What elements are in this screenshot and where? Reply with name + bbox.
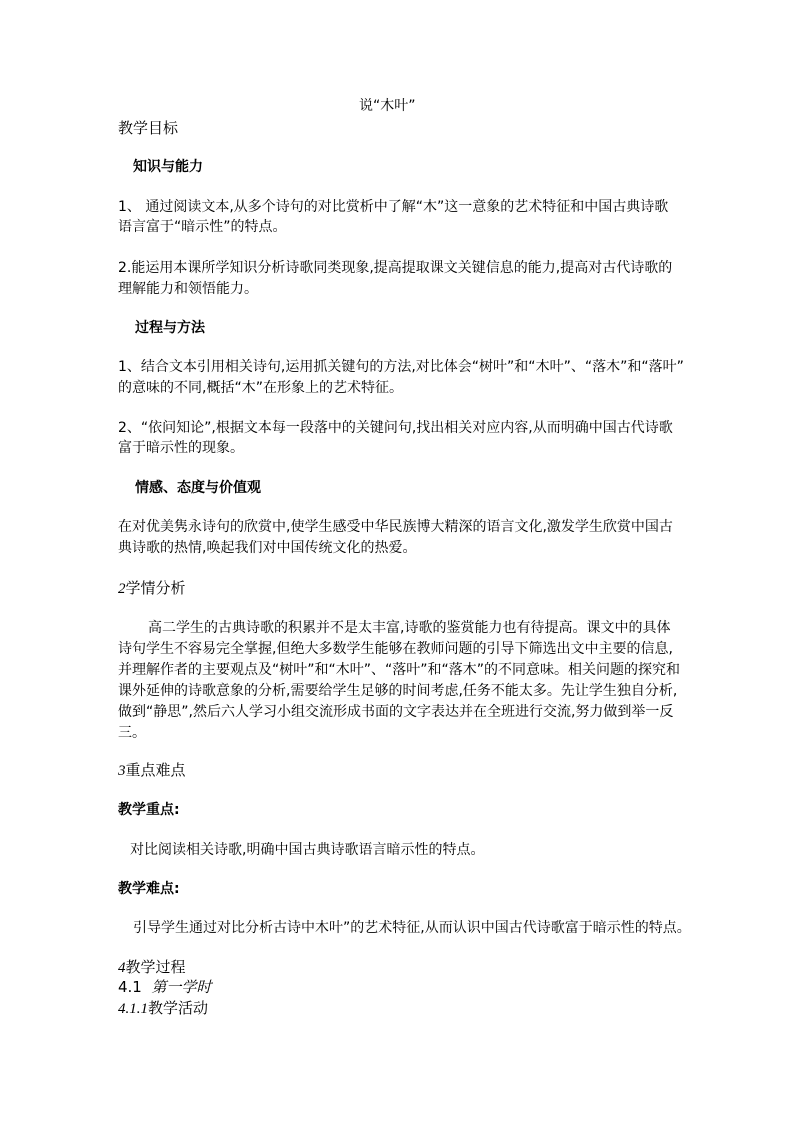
paragraph-line: 理解能力和领悟能力。 xyxy=(118,281,258,297)
paragraph-line: 2、“依问知论”,根据文本每一段落中的关键问句,找出相关对应内容,从而明确中国古代诗歌 xyxy=(118,420,673,436)
label-teaching-key: 教学重点: xyxy=(118,802,180,818)
section-heading-key-difficulty xyxy=(118,760,186,781)
paragraph-line: 高二学生的古典诗歌的积累并不是太丰富,诗歌的鉴赏能力也有待提高。课文中的具体 xyxy=(148,620,671,636)
section-heading-text: 学情分析 xyxy=(125,579,186,597)
paragraph-line: 引导学生通过对比分析古诗中木叶”的艺术特征,从而认识中国古代诗歌富于暗示性的特点。 xyxy=(133,920,691,936)
section-number: 4 xyxy=(118,960,126,976)
section-heading-text: 教学过程 xyxy=(125,958,186,976)
subsection-heading xyxy=(118,977,211,998)
subsubsection-label: 教学活动 xyxy=(148,999,209,1017)
section-heading-text: 重点难点 xyxy=(125,761,186,779)
paragraph-line: 诗句学生不容易完全掌握,但绝大多数学生能够在教师问题的引导下筛选出文中主要的信息, xyxy=(118,641,673,657)
section-number: 2 xyxy=(118,581,126,597)
subsubsection-heading xyxy=(118,998,208,1019)
paragraph-line: 三。 xyxy=(118,725,146,741)
paragraph-line: 并理解作者的主要观点及“树叶”和“木叶”、“落叶”和“落木”的不同意味。相关问题的探究和 xyxy=(118,662,681,678)
paragraph-line: 典诗歌的热情,唤起我们对中国传统文化的热爱。 xyxy=(118,540,417,556)
paragraph-line: 的意味的不同,概括“木”在形象上的艺术特征。 xyxy=(118,380,403,396)
section-heading-teaching-goals: 教学目标 xyxy=(118,119,179,137)
paragraph-line: 在对优美隽永诗句的欣赏中,使学生感受中华民族博大精深的语言文化,激发学生欣赏中国古 xyxy=(118,519,673,535)
subsection-number: 4.1 xyxy=(118,978,142,996)
paragraph-line: 对比阅读相关诗歌,明确中国古典诗歌语言暗示性的特点。 xyxy=(130,842,485,858)
section-heading-student-analysis xyxy=(118,578,186,599)
paragraph-line: 语言富于“暗示性”的特点。 xyxy=(118,219,287,235)
paragraph-line: 2.能运用本课所学知识分析诗歌同类现象,提高提取课文关键信息的能力,提高对古代诗歌的 xyxy=(118,260,673,276)
paragraph-line: 1、 通过阅读文本,从多个诗句的对比赏析中了解“木”这一意象的艺术特征和中国古典诗歌 xyxy=(118,199,669,215)
paragraph-line: 课外延伸的诗歌意象的分析,需要给学生足够的时间考虑,任务不能太多。先让学生独自分析, xyxy=(118,683,678,699)
subsubsection-number: 4.1.1 xyxy=(118,1001,148,1017)
document-title: 说“木叶” xyxy=(359,98,416,114)
section-heading-teaching-process xyxy=(118,957,186,978)
section-number: 3 xyxy=(118,763,126,779)
subheading-knowledge-ability: 知识与能力 xyxy=(133,159,203,175)
paragraph-line: 1、结合文本引用相关诗句,运用抓关键句的方法,对比体会“树叶”和“木叶”、“落木”和“落叶” xyxy=(118,359,684,375)
label-teaching-difficulty: 教学难点: xyxy=(118,881,180,897)
subheading-process-method: 过程与方法 xyxy=(135,320,205,336)
subheading-emotion-values: 情感、态度与价值观 xyxy=(135,480,261,496)
subsection-label: 第一学时 xyxy=(151,980,212,996)
paragraph-line: 做到“静思”,然后六人学习小组交流形成书面的文字表达并在全班进行交流,努力做到举一反 xyxy=(118,704,674,720)
paragraph-line: 富于暗示性的现象。 xyxy=(118,440,244,456)
